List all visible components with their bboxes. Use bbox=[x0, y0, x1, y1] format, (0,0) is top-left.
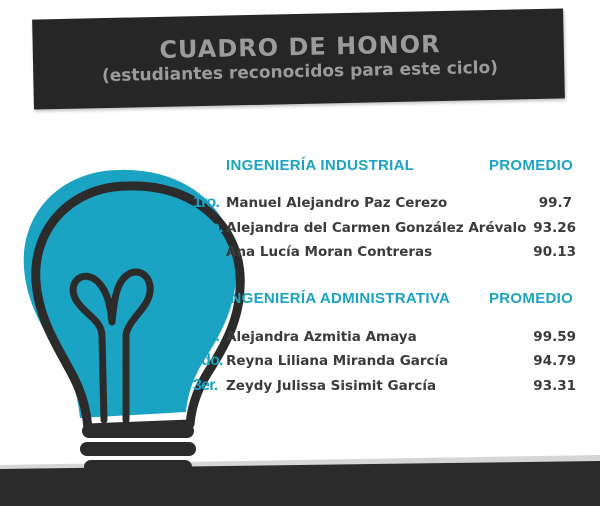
honor-row bbox=[193, 377, 576, 399]
honor-row bbox=[193, 328, 576, 350]
student-name: Alejandra del Carmen González Arévalo bbox=[226, 220, 527, 236]
student-score: 99.59 bbox=[533, 329, 576, 345]
rank-label: 3er. bbox=[193, 243, 218, 260]
student-name: Reyna Liliana Miranda García bbox=[226, 353, 449, 369]
honor-row bbox=[193, 243, 576, 265]
student-score: 93.26 bbox=[533, 220, 576, 236]
rank-label: 2do. bbox=[193, 219, 223, 236]
score-heading-administrativa: PROMEDIO bbox=[489, 290, 574, 307]
page-title: CUADRO DE HONOR bbox=[159, 30, 441, 64]
student-name: Manuel Alejandro Paz Cerezo bbox=[226, 195, 448, 211]
honor-row bbox=[193, 219, 576, 241]
honor-row bbox=[193, 352, 576, 374]
student-name: Ana Lucía Moran Contreras bbox=[226, 244, 433, 260]
rank-label: 1ro. bbox=[193, 194, 220, 211]
program-heading-industrial: INGENIERÍA INDUSTRIAL bbox=[226, 157, 415, 174]
student-name: Alejandra Azmitia Amaya bbox=[226, 329, 417, 345]
student-score: 93.31 bbox=[533, 378, 576, 394]
page-subtitle: (estudiantes reconocidos para este ciclo) bbox=[101, 57, 499, 87]
student-name: Zeydy Julissa Sisimit García bbox=[226, 378, 437, 394]
rank-label: 1ro. bbox=[193, 328, 220, 345]
student-score: 99.7 bbox=[538, 195, 572, 211]
program-heading-administrativa: INGENIERÍA ADMINISTRATIVA bbox=[226, 290, 451, 307]
student-score: 94.79 bbox=[533, 353, 576, 369]
rank-label: 2do. bbox=[193, 352, 223, 369]
honor-row bbox=[193, 194, 576, 216]
rank-label: 3er. bbox=[193, 377, 218, 394]
score-heading-industrial: PROMEDIO bbox=[489, 157, 574, 174]
student-score: 90.13 bbox=[533, 244, 576, 260]
